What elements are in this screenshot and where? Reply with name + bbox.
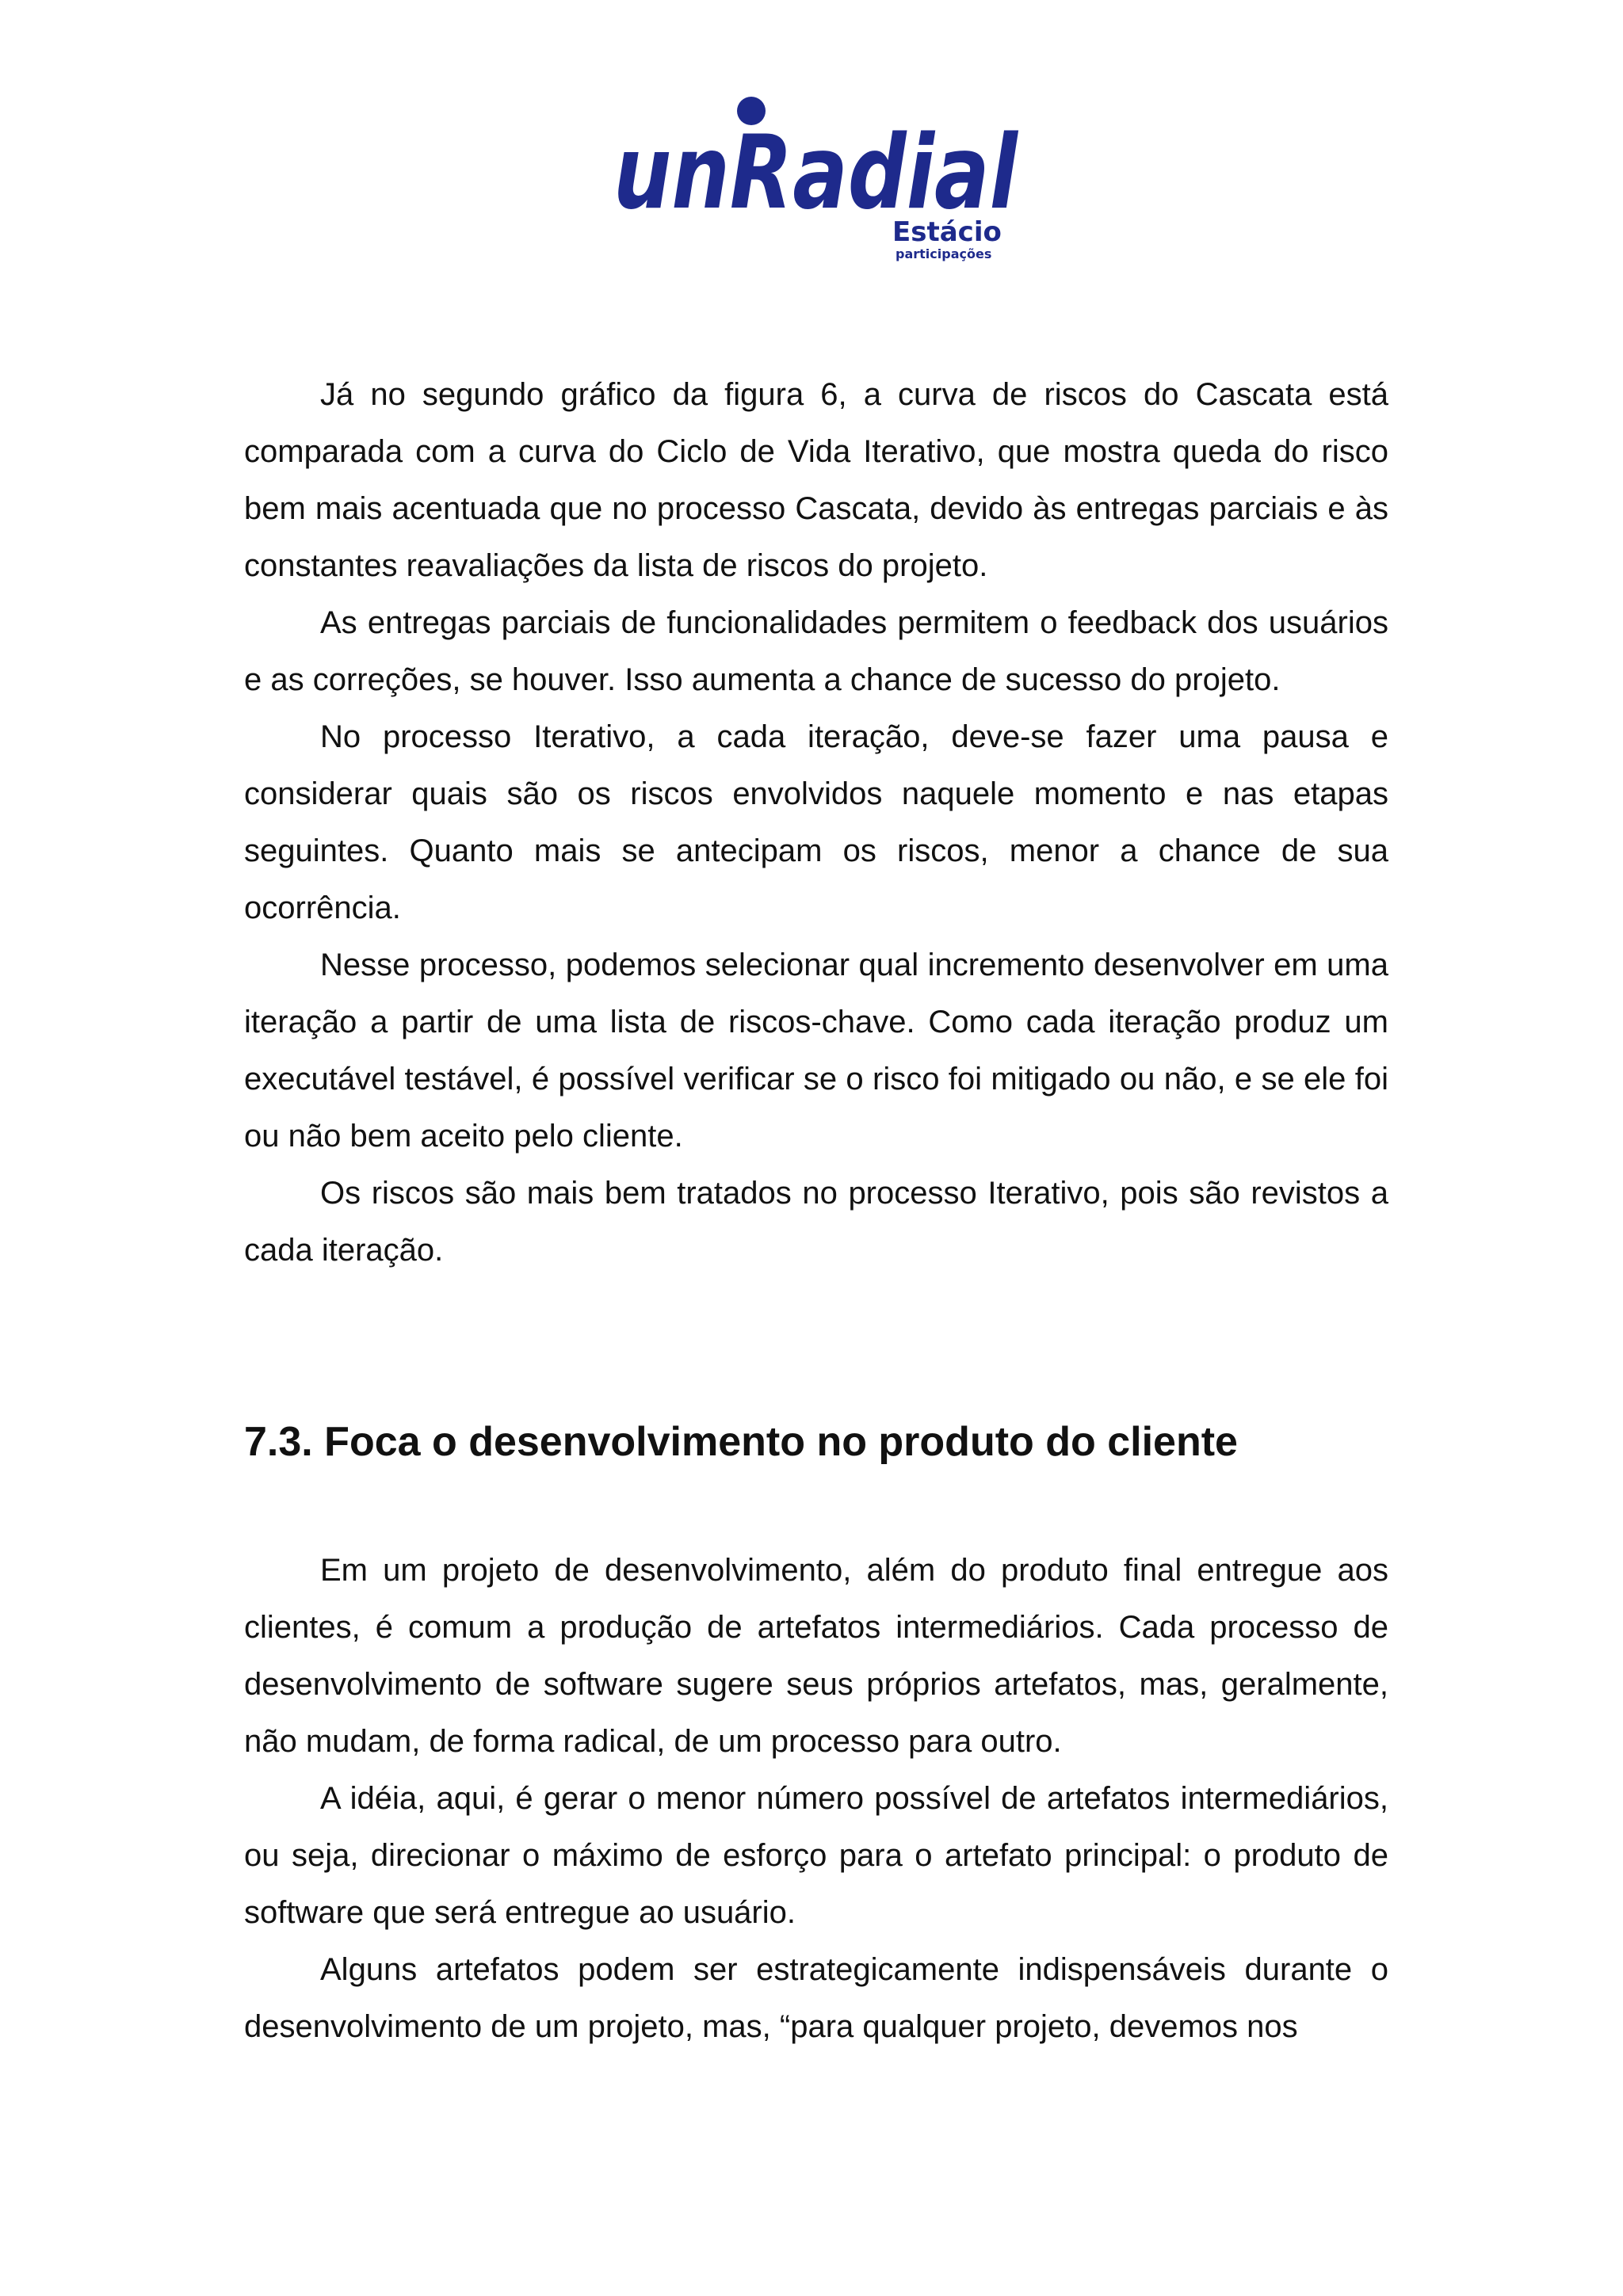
- logo-brand-text: unRadial: [613, 114, 1019, 232]
- logo-sub-text: Estácio: [892, 216, 1002, 248]
- unradial-logo: [610, 89, 1022, 263]
- paragraph-1: Já no segundo gráfico da figura 6, a curva de riscos do Cascata está comparada com a curva do Ciclo de Vida Iterativo, que mostra queda do risco bem mais acentuada que no processo Cascata, devido às entregas parciais e às constantes reavaliações da lista de riscos do projeto.: [244, 377, 1388, 583]
- paragraph-7: A idéia, aqui, é gerar o menor número possível de artefatos intermediários, ou seja, direcionar o máximo de esforço para o artefato principal: o produto de software que será entregue ao usuário.: [244, 1781, 1388, 1930]
- paragraph-5: Os riscos são mais bem tratados no processo Iterativo, pois são revistos a cada iteração.: [244, 1176, 1388, 1268]
- paragraph-6: Em um projeto de desenvolvimento, além do produto final entregue aos clientes, é comum a produção de artefatos intermediários. Cada processo de desenvolvimento de software sugere seus próprios artefatos, mas, geralmente, não mudam, de forma radical, de um processo para outro.: [244, 1553, 1388, 1759]
- section-heading: 7.3. Foca o desenvolvimento no produto do cliente: [244, 1419, 1238, 1465]
- document-body: [244, 366, 1388, 2055]
- paragraph-8: Alguns artefatos podem ser estrategicamente indispensáveis durante o desenvolvimento de um projeto, mas, “para qualquer projeto, devemos nos: [244, 1952, 1388, 2044]
- paragraph-3: No processo Iterativo, a cada iteração, deve-se fazer uma pausa e considerar quais são os riscos envolvidos naquele momento e nas etapas seguintes. Quanto mais se antecipam os riscos, menor a chance de sua ocorrência.: [244, 719, 1388, 925]
- paragraph-4: Nesse processo, podemos selecionar qual incremento desenvolver em uma iteração a partir de uma lista de riscos-chave. Como cada iteração produz um executável testável, é possível verificar se o risco foi mitigado ou não, e se ele foi ou não bem aceito pelo cliente.: [244, 948, 1388, 1154]
- spacer: [244, 1279, 1388, 1413]
- logo-small-text: participações: [896, 246, 992, 261]
- paragraph-2: As entregas parciais de funcionalidades permitem o feedback dos usuários e as correções, se houver. Isso aumenta a chance de sucesso do projeto.: [244, 605, 1388, 697]
- spacer: [244, 1470, 1388, 1542]
